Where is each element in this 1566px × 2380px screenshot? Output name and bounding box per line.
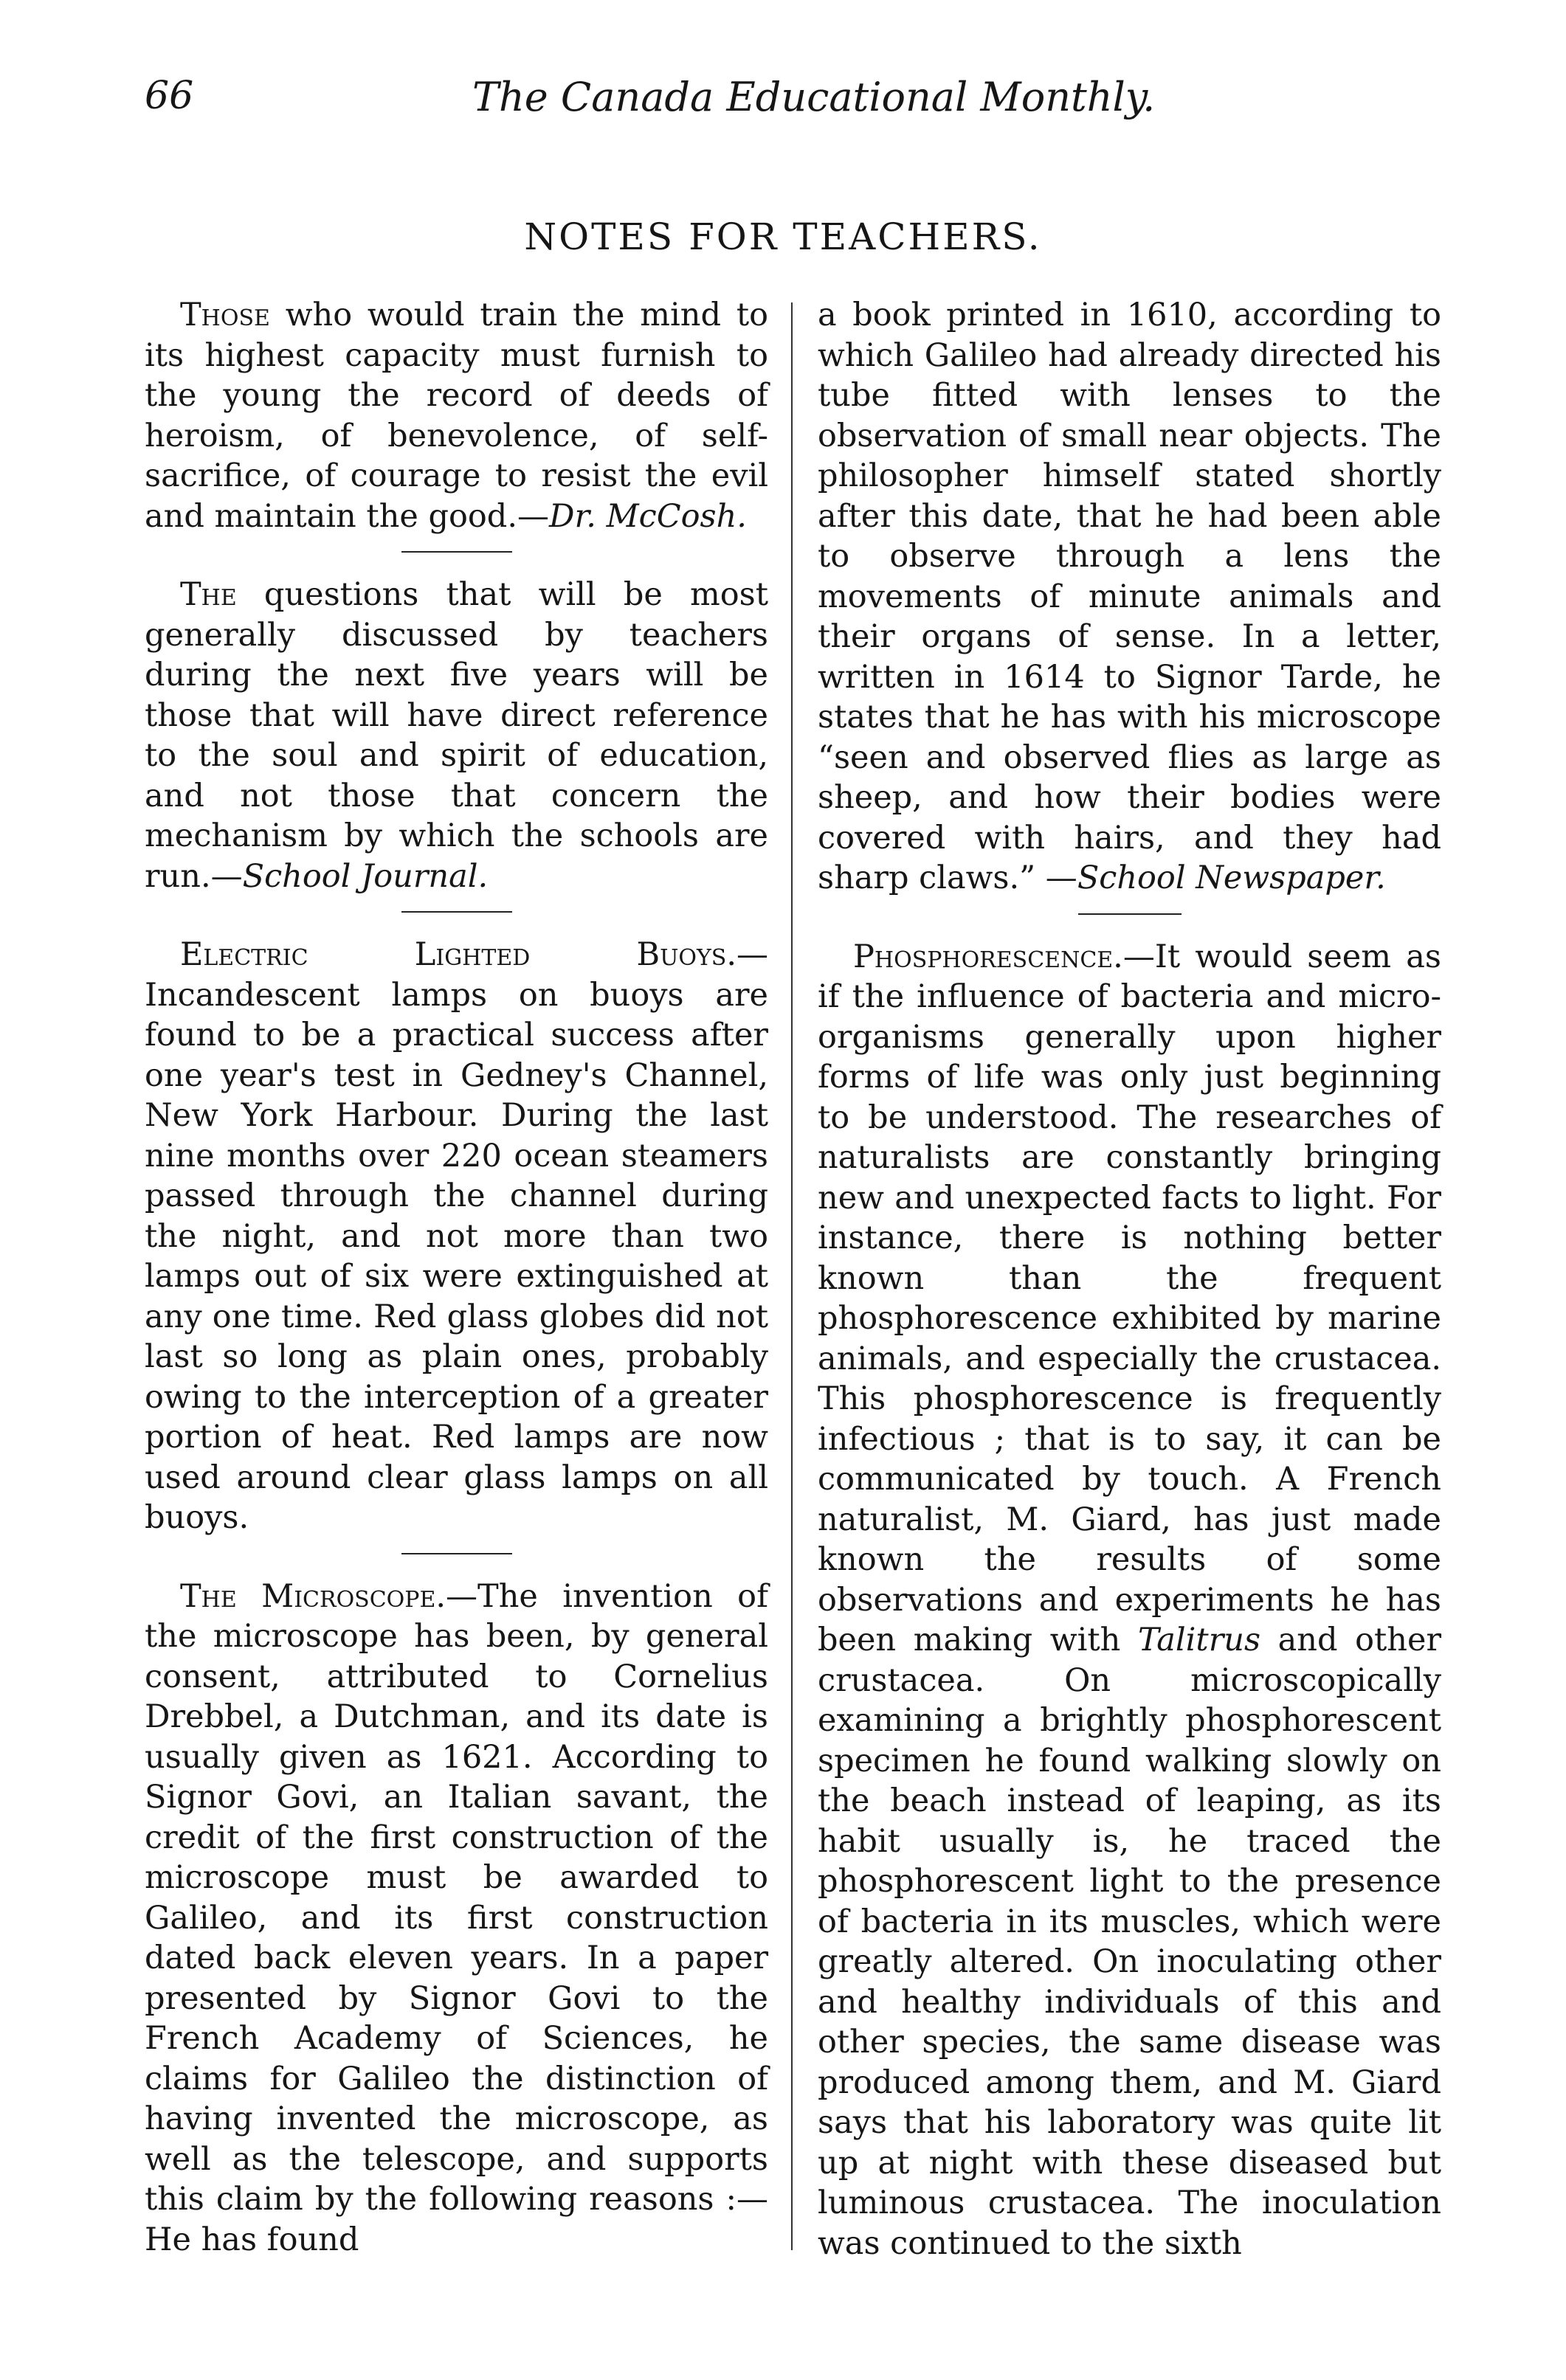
note-source: School Journal. [242, 857, 489, 895]
note-questions [145, 575, 768, 896]
note-body: questions that will be most generally discussed by teachers during the next five years will be those that will have direct reference to the soul and spirit of education, and not those that concern the mechanism by which the schools are run.— [145, 576, 768, 895]
separator-rule [401, 911, 512, 913]
separator-rule [401, 551, 512, 553]
note-microscope-continued [818, 295, 1441, 899]
separator-rule [401, 1553, 512, 1554]
note-body: — Incandescent lamps on buoys are found to be a practical success after one year's test in Gedney's Channel, New York Harbour. During the last nine months over 220 ocean steamers passed through the channel during the night, and not more than two lamps out of six were extinguished at any one time. Red glass globes did not last so long as plain ones, probably owing to the interception of a greater portion of heat. Red lamps are now used around clear glass lamps on all buoys. [145, 936, 768, 1536]
column-divider [791, 302, 793, 2250]
note-mccosh [145, 295, 768, 536]
note-microscope [145, 1577, 768, 2260]
running-title: The Canada Educational Monthly. [472, 74, 1156, 120]
note-body: who would train the mind to its highest capacity must furnish to the young the record of deeds of heroism, of benevolence, of self-sacrifice, of courage to resist the evil and maintain the good.— [145, 297, 768, 535]
note-body: and other crustacea. On microscopically examining a brightly phosphorescent specimen he found walking slowly on the beach instead of leaping, as its habit usually is, he traced the phosphorescent light to the presence of bacteria in its muscles, which were greatly altered. On inoculating other and healthy individuals of this and other species, the same disease was produced among them, and M. Giard says that his laboratory was quite lit up at night with these diseased but luminous crustacea. The inoculation was continued to the sixth [818, 1622, 1442, 2262]
note-body: —The invention of the microscope has been, by general consent, attributed to Cornelius Drebbel, a Dutchman, and its date is usually given as 1621. According to Signor Govi, an Italian savant, the credit of the first construction of the microscope must be awarded to Galileo, and its first construction dated back eleven years. In a paper presented by Signor Govi to the French Academy of Sciences, he claims for Galileo the distinction of having invented the microscope, as well as the telescope, and supports this claim by the following reasons :—He has found [145, 1577, 768, 2258]
genus-name: Talitrus [1137, 1622, 1261, 1658]
left-column [145, 295, 768, 2260]
note-heading: Electric Lighted Buoys. [180, 936, 737, 973]
note-heading: Phosphorescence. [853, 938, 1123, 975]
page-header [0, 74, 1566, 140]
note-electric-buoys [145, 935, 768, 1538]
note-body: a book printed in 1610, according to which Galileo had already directed his tube fitted with lenses to the observation of small near objects. The philosopher himself stated shortly after this date, that he had been able to observe through a lens the movements of minute animals and their organs of sense. In a letter, written in 1614 to Signor Tarde, he states that he has with his microscope “seen and observed flies as large as sheep, and how their bodies were covered with hairs, and they had sharp claws.” — [818, 297, 1441, 896]
note-source: School Newspaper. [1077, 859, 1386, 896]
note-body: —It would seem as if the influence of bacteria and micro-organisms generally upon higher forms of life was only just beginning to be understood. The researches of naturalists are constantly bringing new and unexpected facts to light. For instance, there is nothing better known than the frequent phosphorescence exhibited by marine animals, and especially the crustacea. This phosphorescence is frequently infectious ; that is to say, it can be communicated by touch. A French naturalist, M. Giard, has just made known the results of some observations and experiments he has been making with [818, 938, 1441, 1658]
note-heading: The Microscope. [180, 1577, 446, 1615]
separator-rule [1078, 913, 1182, 915]
page-number: 66 [145, 74, 194, 118]
note-source: Dr. McCosh. [549, 497, 747, 535]
note-phosphorescence [818, 937, 1441, 2264]
lead-word: Those [180, 297, 270, 333]
lead-word: The [180, 576, 237, 613]
right-column [818, 295, 1441, 2263]
section-title: NOTES FOR TEACHERS. [524, 215, 1042, 258]
